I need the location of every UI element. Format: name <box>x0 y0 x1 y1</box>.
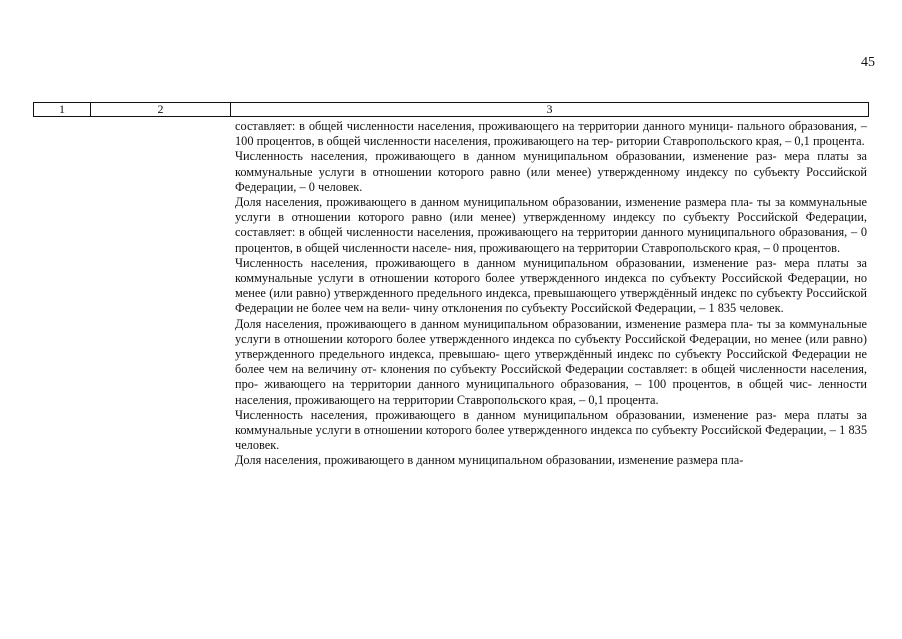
paragraph: Доля населения, проживающего в данном муниципальном образовании, изменение размера пла- <box>235 453 744 468</box>
column-header-2: 2 <box>91 103 231 117</box>
paragraph: составляет: в общей численности населения, проживающего на территории данного муници- пального образования, – 100 процентов, в общей численности населения, проживающего на тер- ритории Ставропольского края, – 0,1 процента. <box>235 119 867 149</box>
column-header-row <box>34 103 869 117</box>
paragraph: Численность населения, проживающего в данном муниципальном образовании, изменение раз- мера платы за коммунальные услуги в отношении которого более утвержденного индекса по субъекту Российской Федерации, – 1 835 человек. <box>235 407 867 453</box>
paragraph: Доля населения, проживающего в данном муниципальном образовании, изменение размера пла- ты за коммунальные услуги в отношении которого равно (или менее) утвержденному индексу по субъекту Российской Федерации, составляет: в общей численности населения, проживающего на территории данного муниципального образования, – 0 процентов, в общей численности населе- ния, проживающего на территории Ставропольского края, – 0 процентов. <box>235 195 867 255</box>
paragraph: Численность населения, проживающего в данном муниципальном образовании, изменение раз- мера платы за коммунальные услуги в отношении которого более утвержденного индекса по субъекту Российской Федерации, но менее (или равно) утвержденного предельного индекса, превышающего утверждённый индекс по субъекту Российской Федерации не более чем на вели- чину отклонения по субъекту Российской Федерации, – 1 835 человек. <box>235 255 867 316</box>
column-header-table <box>33 102 869 117</box>
paragraph: Численность населения, проживающего в данном муниципальном образовании, изменение раз- мера платы за коммунальные услуги в отношении которого равно (или менее) утвержденному индексу по субъекту Российской Федерации, – 0 человек. <box>235 149 867 194</box>
document-body <box>235 119 867 469</box>
paragraph: Доля населения, проживающего в данном муниципальном образовании, изменение размера пла- ты за коммунальные услуги в отношении которого более утвержденного индекса по субъекту Российской Федерации, но менее (или равно) утвержденного предельного индекса, превышаю- щего утверждённый индекс по субъекту Российской Федерации не более чем на величину от- клонения по субъекту Российской Федерации составляет: в общей численности населения, про- живающего на территории данного муниципального образования, – 100 процентов, в общей чис- ленности населения, проживающего на территории Ставропольского края, – 0,1 процента. <box>235 316 867 407</box>
column-header-1: 1 <box>34 103 91 117</box>
column-header-3: 3 <box>231 103 869 117</box>
page-number: 45 <box>861 55 875 70</box>
